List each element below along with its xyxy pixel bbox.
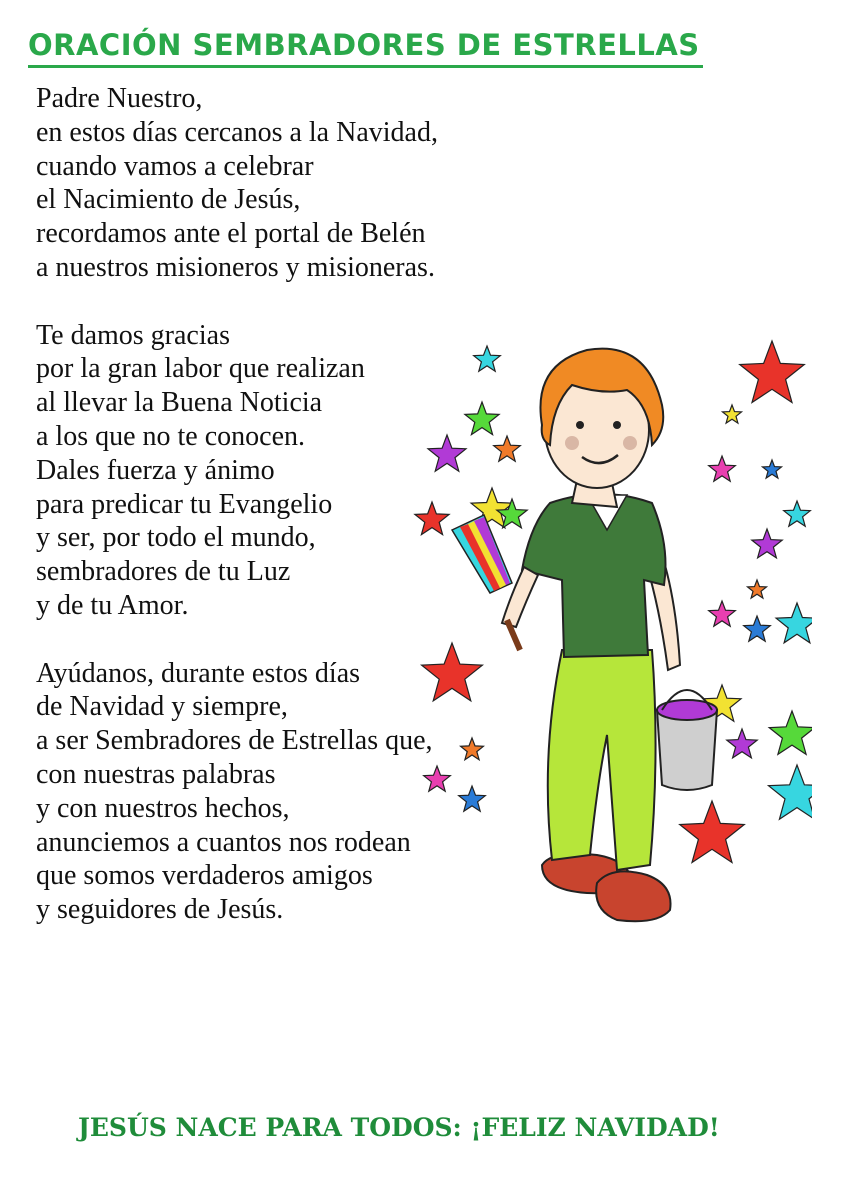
star-icon bbox=[474, 346, 501, 371]
boy-sowing-stars-illustration bbox=[412, 335, 812, 935]
pants bbox=[548, 650, 656, 870]
poem-line: para predicar tu Evangelio bbox=[36, 488, 333, 520]
poem-line: y de tu Amor. bbox=[36, 589, 189, 621]
stanza-1 bbox=[36, 82, 438, 285]
stanza-2 bbox=[36, 319, 438, 623]
poem-line: y ser, por todo el mundo, bbox=[36, 522, 316, 554]
star-icon bbox=[465, 402, 499, 435]
stanza-3 bbox=[36, 657, 438, 927]
star-icon bbox=[428, 435, 466, 471]
poem-line: recordamos ante el portal de Belén bbox=[36, 218, 426, 250]
poem-line: el Nacimiento de Jesús, bbox=[36, 184, 301, 216]
poem-line: con nuestras palabras bbox=[36, 758, 276, 790]
star-icon bbox=[415, 502, 449, 535]
poem-line: de Navidad y siempre, bbox=[36, 691, 288, 723]
star-icon bbox=[769, 765, 813, 819]
star-icon bbox=[709, 601, 736, 626]
star-icon bbox=[740, 341, 805, 403]
star-icon bbox=[461, 738, 484, 760]
star-icon bbox=[723, 405, 742, 423]
head bbox=[540, 349, 663, 507]
star-icon bbox=[769, 711, 812, 754]
poem-line: Dales fuerza y ánimo bbox=[36, 454, 275, 486]
shirt bbox=[522, 494, 666, 657]
poem-line: cuando vamos a celebrar bbox=[36, 150, 314, 182]
page-title: ORACIÓN SEMBRADORES DE ESTRELLAS bbox=[28, 28, 703, 68]
footer-greeting: JESÚS NACE PARA TODOS: ¡FELIZ NAVIDAD! bbox=[78, 1113, 720, 1142]
poem-line: a los que no te conocen. bbox=[36, 420, 306, 452]
paint-bucket bbox=[657, 690, 717, 790]
poem-line: a nuestros misioneros y misioneras. bbox=[36, 251, 435, 283]
star-icon bbox=[752, 529, 782, 558]
poem-line: al llevar la Buena Noticia bbox=[36, 387, 323, 419]
star-icon bbox=[744, 616, 771, 641]
shoes bbox=[542, 854, 671, 922]
star-icon bbox=[748, 580, 767, 598]
star-icon bbox=[459, 786, 486, 811]
star-icon bbox=[727, 729, 757, 758]
star-icon bbox=[776, 603, 812, 643]
paint-brush bbox=[452, 515, 520, 650]
star-icon bbox=[709, 456, 736, 481]
poem-line: en estos días cercanos a la Navidad, bbox=[36, 116, 438, 148]
star-icon bbox=[763, 460, 782, 478]
star-icon bbox=[422, 643, 483, 701]
poem-line: que somos verdaderos amigos bbox=[36, 860, 373, 892]
poem-line: a ser Sembradores de Estrellas que, bbox=[36, 725, 433, 757]
poem-line: y seguidores de Jesús. bbox=[36, 894, 284, 926]
star-icon bbox=[494, 436, 521, 461]
poem-line: Te damos gracias bbox=[36, 319, 230, 351]
prayer-text bbox=[36, 82, 438, 961]
poem-line: por la gran labor que realizan bbox=[36, 353, 365, 385]
poem-line: anunciemos a cuantos nos rodean bbox=[36, 826, 411, 858]
star-icon bbox=[784, 501, 811, 526]
poem-line: Padre Nuestro, bbox=[36, 83, 203, 114]
poem-line: Ayúdanos, durante estos días bbox=[36, 657, 361, 689]
poem-line: sembradores de tu Luz bbox=[36, 556, 291, 588]
star-icon bbox=[680, 801, 745, 863]
star-icon bbox=[424, 766, 451, 791]
poem-line: y con nuestros hechos, bbox=[36, 792, 290, 824]
